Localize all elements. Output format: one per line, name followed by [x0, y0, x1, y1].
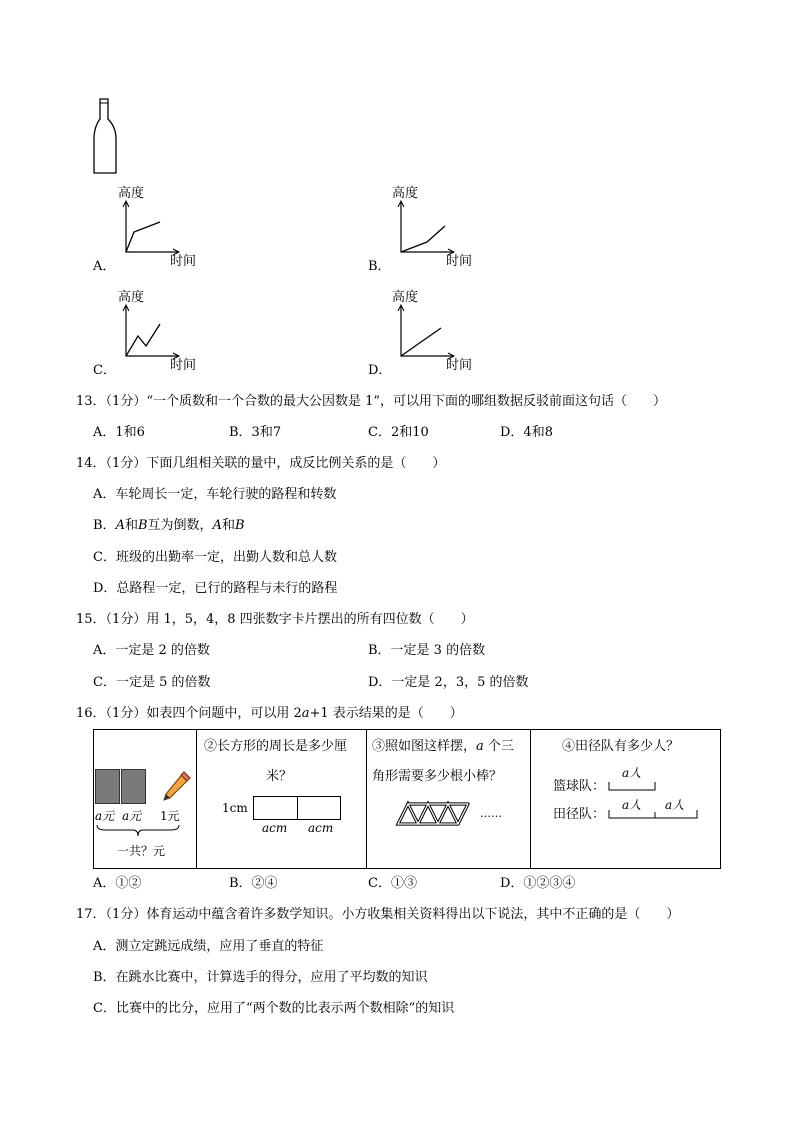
- stick-triangles-diagram: [394, 800, 476, 828]
- graph-a-line: [126, 222, 160, 252]
- q16-option-a[interactable]: A．①②: [93, 876, 142, 891]
- stem-text: 16．（1分）如表四个问题中，可以用 2: [76, 706, 302, 721]
- q13-option-c[interactable]: C．2和10: [368, 425, 429, 440]
- cell-title: 角形需要多少根小棒？: [372, 769, 503, 784]
- cell-title: [372, 739, 514, 755]
- q16-option-b[interactable]: B．②④: [229, 876, 278, 891]
- variable-a: A: [212, 518, 222, 533]
- option-text: 和: [221, 518, 235, 533]
- q16-option-c[interactable]: C．①③: [368, 876, 417, 891]
- length-label: acm: [308, 821, 334, 835]
- total-brace: [95, 824, 181, 838]
- count-label: a人: [665, 798, 685, 812]
- row-label: 田径队：: [553, 807, 606, 822]
- y-axis-label: 高度: [118, 290, 145, 305]
- cell-title: 米？: [266, 769, 293, 784]
- price-label: [95, 808, 114, 824]
- rectangle-divider: [297, 796, 298, 819]
- cell-title: ②长方形的周长是多少厘: [204, 739, 348, 754]
- notebook-icon: [95, 769, 120, 804]
- option-text: 互为倒数，: [147, 518, 213, 533]
- x-axis-label: 时间: [446, 254, 473, 269]
- row-label: 篮球队：: [553, 779, 606, 794]
- count-label: a人: [622, 798, 642, 812]
- question-14-stem: 14．（1分）下面几组相关联的量中，成反比例关系的是（ ）: [76, 456, 446, 471]
- ellipsis: ……: [480, 807, 502, 820]
- graph-d-plot: [395, 304, 457, 364]
- cell-divider: [366, 729, 367, 868]
- q13-option-b[interactable]: B．3和7: [229, 425, 282, 440]
- variable-b: B: [137, 518, 148, 533]
- total-label: 一共？元: [117, 844, 166, 858]
- x-axis-label: 时间: [170, 254, 197, 269]
- question-17-stem: 17．（1分）体育运动中蕴含着许多数学知识。小方收集相关资料得出以下说法，其中不正确的是（ ）: [76, 907, 680, 922]
- question-16-stem: [76, 706, 463, 722]
- y-axis-label: 高度: [392, 186, 419, 201]
- pencil-price: 1元: [160, 809, 180, 823]
- cell-title: ④田径队有多少人？: [562, 739, 680, 754]
- question-15-stem: 15．（1分）用 1，5，4，8 四张数字卡片摆出的所有四位数（ ）: [76, 612, 474, 627]
- q13-option-a[interactable]: A．1和6: [93, 425, 145, 440]
- y-axis-label: 高度: [392, 290, 419, 305]
- count-label: a人: [622, 766, 642, 780]
- title-text: ③照如图这样摆，: [372, 739, 477, 754]
- option-letter: D．: [368, 363, 392, 378]
- q17-option-a[interactable]: A．测立定跳远成绩，应用了垂直的特征: [93, 939, 324, 954]
- q15-option-a[interactable]: A．一定是 2 的倍数: [93, 643, 210, 658]
- q13-option-d[interactable]: D．4和8: [500, 425, 553, 440]
- option-letter: A．: [93, 259, 116, 274]
- notebook-icon: [121, 769, 146, 804]
- option-text: B．: [93, 518, 116, 533]
- cell-divider: [530, 729, 531, 868]
- variable-a: a: [301, 706, 310, 721]
- price-label: [122, 808, 141, 824]
- variable-b: B: [234, 518, 245, 533]
- q17-option-c[interactable]: C．比赛中的比分，应用了“两个数的比表示两个数相除”的知识: [93, 1001, 455, 1016]
- x-axis-label: 时间: [446, 358, 473, 373]
- q17-option-b[interactable]: B．在跳水比赛中，计算选手的得分，应用了平均数的知识: [93, 970, 428, 985]
- variable-a: a: [476, 739, 484, 754]
- y-axis-label: 高度: [118, 186, 145, 201]
- variable-a: A: [115, 518, 125, 533]
- stem-text: +1 表示结果的是（ ）: [309, 706, 463, 721]
- q15-option-b[interactable]: B．一定是 3 的倍数: [368, 643, 486, 658]
- cell-divider: [196, 729, 197, 868]
- option-text: 和: [124, 518, 138, 533]
- width-label: 1cm: [222, 801, 248, 815]
- title-text: 个三: [483, 739, 514, 754]
- pencil-icon: [160, 770, 192, 802]
- graph-a-plot: [120, 200, 182, 260]
- price-text: a元: [95, 809, 115, 823]
- basketball-segment: [608, 780, 656, 792]
- option-letter: B．: [368, 259, 391, 274]
- graph-b-plot: [395, 200, 457, 260]
- length-label: acm: [262, 821, 288, 835]
- option-letter: C．: [93, 363, 116, 378]
- graph-d-line: [401, 328, 441, 356]
- q15-option-d[interactable]: D．一定是 2，3，5 的倍数: [368, 675, 529, 690]
- q14-option-c[interactable]: C．班级的出勤率一定，出勤人数和总人数: [93, 550, 337, 565]
- graph-c-line: [126, 324, 160, 356]
- x-axis-label: 时间: [170, 358, 197, 373]
- q14-option-a[interactable]: A．车轮周长一定，车轮行驶的路程和转数: [93, 487, 337, 502]
- price-text: a元: [122, 809, 142, 823]
- q14-option-d[interactable]: D．总路程一定，已行的路程与未行的路程: [93, 581, 338, 596]
- q14-option-b[interactable]: [93, 518, 245, 534]
- graph-c-plot: [120, 304, 182, 364]
- q16-option-d[interactable]: D．①②③④: [500, 876, 576, 891]
- q15-option-c[interactable]: C．一定是 5 的倍数: [93, 675, 211, 690]
- graph-b-line: [401, 226, 445, 252]
- question-13-stem: 13．（1分）“一个质数和一个合数的最大公因数是 1”，可以用下面的哪组数据反驳前面这句话（ ）: [76, 394, 667, 409]
- track-team-segment: [608, 808, 698, 820]
- bottle-illustration: [90, 97, 120, 175]
